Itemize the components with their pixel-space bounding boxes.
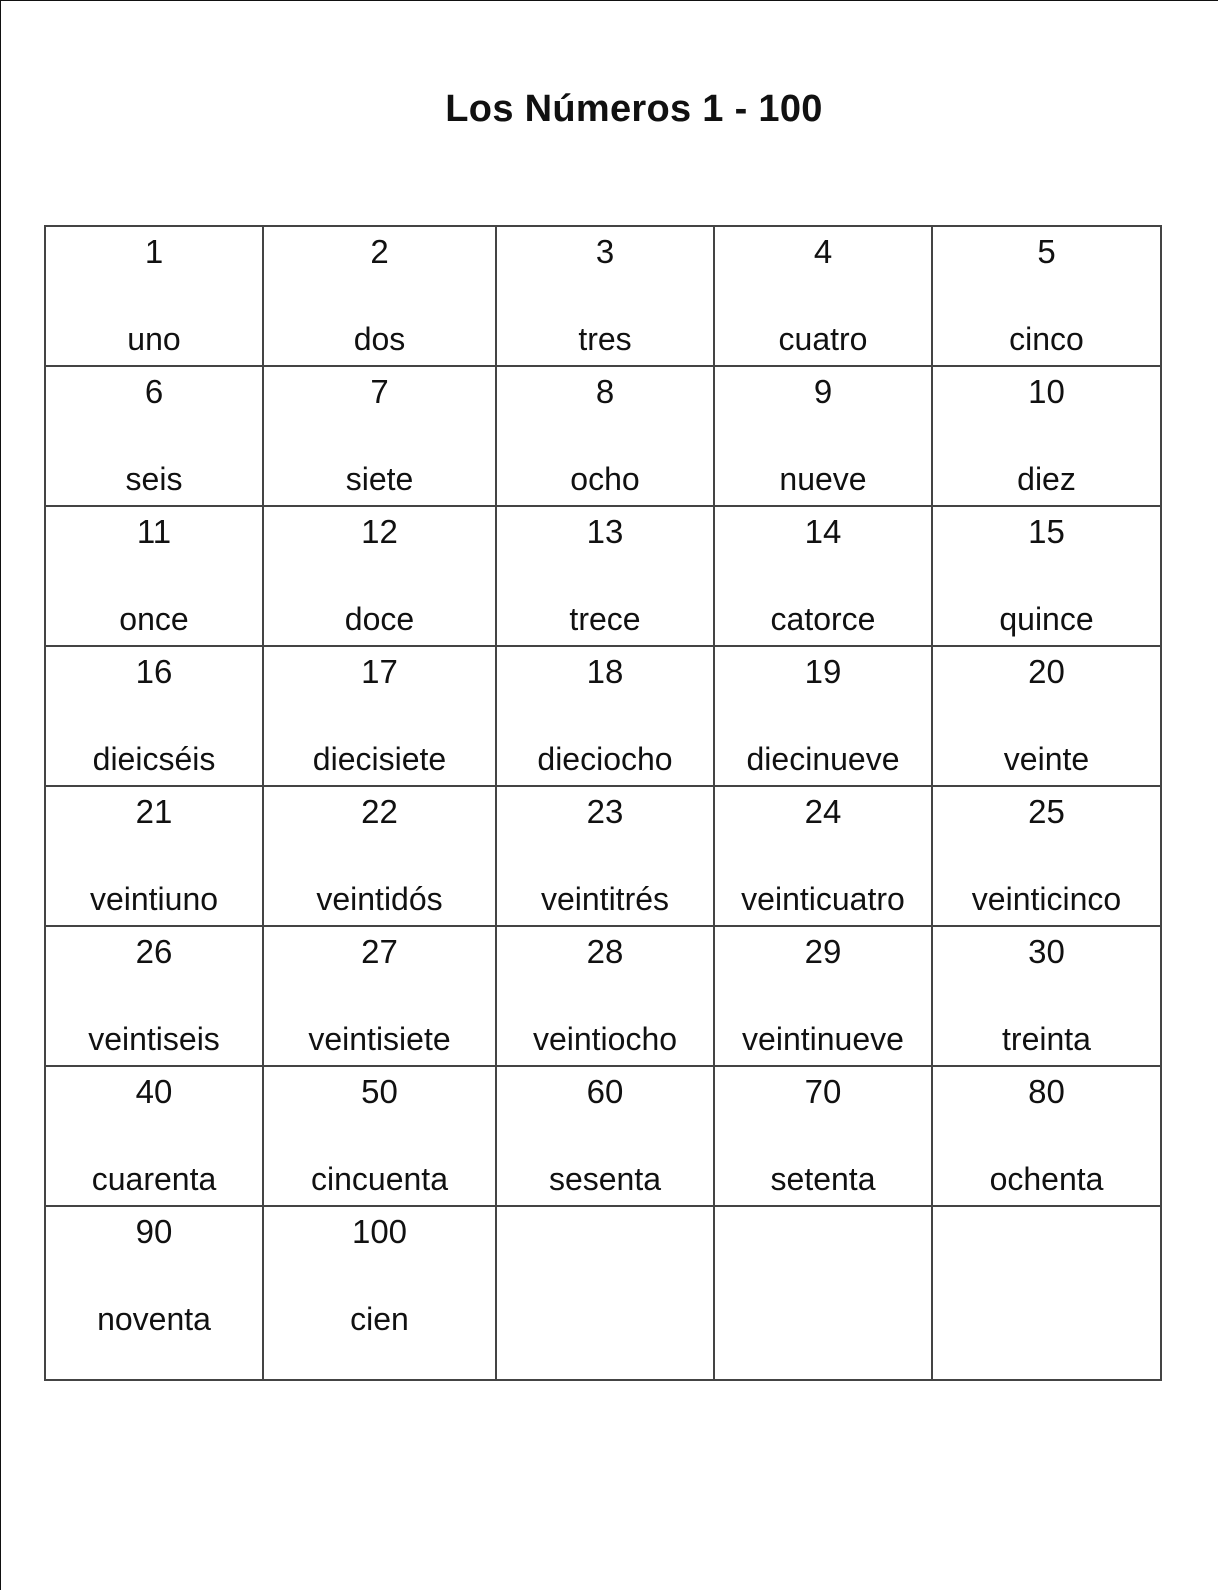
cell-word: dieicséis xyxy=(92,741,216,777)
number-cell xyxy=(714,1066,932,1206)
cell-number: 24 xyxy=(804,793,842,830)
number-cell xyxy=(932,366,1161,506)
table-row xyxy=(45,1066,1161,1206)
table-row xyxy=(45,646,1161,786)
number-cell xyxy=(714,786,932,926)
number-cell xyxy=(496,646,714,786)
numbers-table-body xyxy=(45,226,1161,1380)
cell-word: once xyxy=(119,601,189,637)
cell-word: cuarenta xyxy=(91,1161,217,1197)
cell-word: veintitrés xyxy=(540,881,670,917)
number-cell xyxy=(263,226,496,366)
cell-word: uno xyxy=(127,321,181,357)
cell-number: 12 xyxy=(361,513,398,550)
cell-number: 7 xyxy=(370,373,389,410)
cell-number: 28 xyxy=(586,933,624,970)
number-cell xyxy=(263,1206,496,1380)
table-row xyxy=(45,1206,1161,1380)
table-row xyxy=(45,926,1161,1066)
number-cell xyxy=(45,506,263,646)
cell-word: trece xyxy=(569,601,641,637)
cell-number: 6 xyxy=(144,373,164,410)
cell-word: sesenta xyxy=(548,1161,662,1197)
cell-word: treinta xyxy=(1002,1021,1091,1057)
cell-word: cuatro xyxy=(778,321,868,357)
cell-number: 3 xyxy=(595,233,615,270)
cell-number: 10 xyxy=(1028,373,1065,410)
number-cell xyxy=(45,786,263,926)
cell-number: 8 xyxy=(595,373,615,410)
cell-word: seis xyxy=(125,461,183,497)
cell-number: 4 xyxy=(813,233,833,270)
cell-number: 5 xyxy=(1037,233,1056,270)
cell-number: 23 xyxy=(586,793,624,830)
number-cell xyxy=(45,226,263,366)
cell-number: 14 xyxy=(804,513,842,550)
number-cell xyxy=(45,366,263,506)
cell-word: veintinueve xyxy=(742,1021,904,1057)
cell-word: siete xyxy=(345,461,414,497)
cell-number: 26 xyxy=(135,933,173,970)
cell-number: 29 xyxy=(804,933,842,970)
table-row xyxy=(45,366,1161,506)
table-row xyxy=(45,786,1161,926)
page-title: Los Números 1 - 100 xyxy=(445,88,823,130)
cell-word: diecisiete xyxy=(312,741,447,777)
cell-word: veintisiete xyxy=(308,1021,451,1057)
cell-number: 20 xyxy=(1028,653,1065,690)
number-cell xyxy=(263,926,496,1066)
cell-word: setenta xyxy=(770,1161,876,1197)
cell-number: 100 xyxy=(351,1213,408,1250)
number-cell xyxy=(496,786,714,926)
cell-word: cincuenta xyxy=(311,1161,448,1197)
number-cell xyxy=(932,786,1161,926)
cell-number: 18 xyxy=(586,653,624,690)
cell-word: veintiseis xyxy=(88,1021,220,1057)
table-row xyxy=(45,506,1161,646)
cell-number: 40 xyxy=(135,1073,173,1110)
empty-cell xyxy=(932,1206,1161,1380)
cell-word: tres xyxy=(578,321,632,357)
cell-word: cien xyxy=(350,1301,409,1337)
cell-number: 70 xyxy=(804,1073,842,1110)
cell-word: ocho xyxy=(570,461,640,497)
number-cell xyxy=(932,926,1161,1066)
numbers-table xyxy=(44,225,1162,1381)
cell-number: 16 xyxy=(135,653,173,690)
table-row xyxy=(45,226,1161,366)
cell-word: veintiuno xyxy=(89,881,219,917)
number-cell xyxy=(45,646,263,786)
cell-word: veinticinco xyxy=(971,881,1122,917)
cell-number: 80 xyxy=(1028,1073,1065,1110)
number-cell xyxy=(932,1066,1161,1206)
number-cell xyxy=(263,786,496,926)
cell-word: catorce xyxy=(770,601,876,637)
cell-word: veintiocho xyxy=(532,1021,678,1057)
number-cell xyxy=(714,366,932,506)
cell-word: cinco xyxy=(1009,321,1084,357)
cell-number: 25 xyxy=(1028,793,1065,830)
number-cell xyxy=(496,1066,714,1206)
cell-number: 30 xyxy=(1028,933,1065,970)
number-cell xyxy=(263,366,496,506)
empty-cell xyxy=(496,1206,714,1380)
number-cell xyxy=(263,1066,496,1206)
cell-word: diez xyxy=(1017,461,1076,497)
number-cell xyxy=(45,926,263,1066)
cell-number: 60 xyxy=(586,1073,624,1110)
number-cell xyxy=(263,646,496,786)
cell-number: 22 xyxy=(361,793,398,830)
number-cell xyxy=(45,1206,263,1380)
cell-word: veinte xyxy=(1003,741,1090,777)
number-cell xyxy=(263,506,496,646)
cell-number: 17 xyxy=(361,653,398,690)
cell-word: quince xyxy=(999,601,1094,637)
cell-number: 27 xyxy=(361,933,398,970)
number-cell xyxy=(714,226,932,366)
number-cell xyxy=(496,366,714,506)
number-cell xyxy=(714,506,932,646)
cell-number: 2 xyxy=(370,233,389,270)
cell-number: 9 xyxy=(813,373,833,410)
empty-cell xyxy=(714,1206,932,1380)
number-cell xyxy=(496,926,714,1066)
number-cell xyxy=(932,646,1161,786)
cell-word: nueve xyxy=(779,461,867,497)
number-cell xyxy=(932,506,1161,646)
number-cell xyxy=(714,926,932,1066)
cell-word: doce xyxy=(344,601,415,637)
cell-number: 11 xyxy=(136,513,172,550)
cell-number: 13 xyxy=(586,513,624,550)
number-cell xyxy=(496,226,714,366)
cell-word: veintidós xyxy=(316,881,443,917)
cell-number: 1 xyxy=(144,233,164,270)
number-cell xyxy=(932,226,1161,366)
cell-word: dieciocho xyxy=(537,741,673,777)
cell-number: 15 xyxy=(1028,513,1065,550)
cell-word: noventa xyxy=(97,1301,211,1337)
number-cell xyxy=(45,1066,263,1206)
number-cell xyxy=(496,506,714,646)
cell-number: 50 xyxy=(361,1073,398,1110)
number-cell xyxy=(714,646,932,786)
cell-word: dos xyxy=(353,321,406,357)
cell-number: 21 xyxy=(135,793,173,830)
cell-number: 90 xyxy=(135,1213,173,1250)
cell-word: diecinueve xyxy=(746,741,900,777)
cell-word: ochenta xyxy=(989,1161,1104,1197)
cell-word: veinticuatro xyxy=(741,881,905,917)
cell-number: 19 xyxy=(804,653,842,690)
